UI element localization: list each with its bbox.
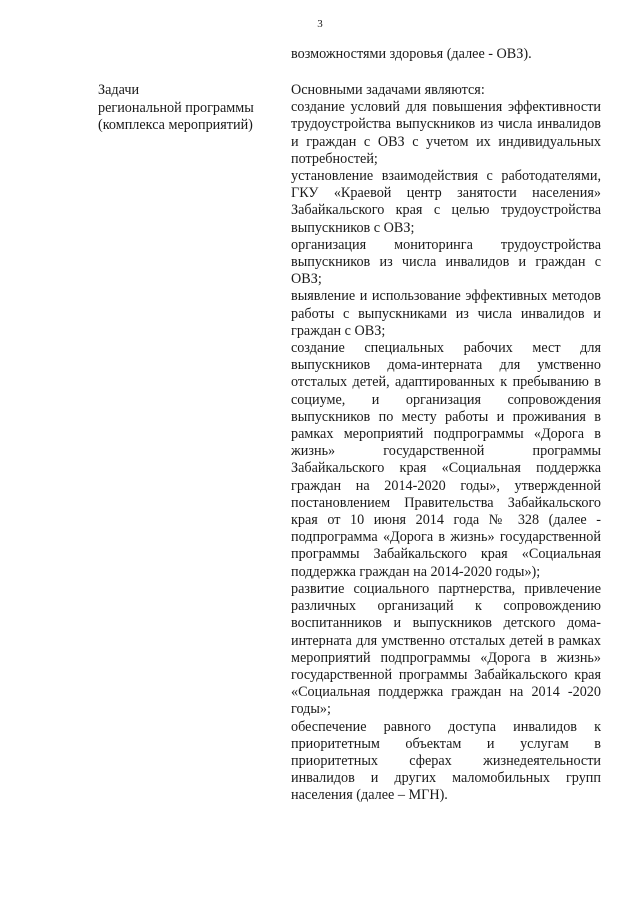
task-item: создание условий для повышения эффективности трудоустройства выпускников из числа инвалидов и граждан с ОВЗ с учетом их индивидуальных потребностей; <box>291 99 601 167</box>
continuation-text: возможностями здоровья (далее - ОВЗ). <box>291 46 532 62</box>
page-number: 3 <box>317 18 323 30</box>
task-item: установление взаимодействия с работодателями, ГКУ «Краевой центр занятости населения» Забайкальского края с целью трудоустройства выпускников с ОВЗ; <box>291 168 601 236</box>
tasks-column <box>291 82 601 805</box>
tasks-heading: Основными задачами являются: <box>291 82 485 98</box>
section-label <box>98 82 273 135</box>
task-item: организация мониторинга трудоустройства выпускников из числа инвалидов и граждан с ОВЗ; <box>291 236 601 288</box>
task-item: развитие социального партнерства, привлечение различных организаций к сопровождению воспитанников и выпускников детского дома-интерната для умственно отсталых детей в рамках мероприятий подпрограммы «Дорога в жизнь» государственной программы Забайкальского края «Социальная поддержка граждан на 2014 -2020 годы»; <box>291 580 601 718</box>
section-label-line: (комплекса мероприятий) <box>98 117 253 133</box>
section-label-line: Задачи <box>98 82 140 98</box>
task-item: создание специальных рабочих мест для выпускников дома-интерната для умственно отсталых детей, адаптированных к пребыванию в социуме, и организация сопровождения выпускников по месту работы и проживания в рамках мероприятий подпрограммы «Дорога в жизнь» государственной программы Забайкальского края «Социальная поддержка граждан на 2014-2020 годы», утвержденной постановлением Правительства Забайкальского края от 10 июня 2014 года № 328 (далее - подпрограмма «Дорога в жизнь» государственной программы Забайкальского края «Социальная поддержка граждан на 2014-2020 годы»); <box>291 340 601 580</box>
task-item: выявление и использование эффективных методов работы с выпускниками из числа инвалидов и граждан с ОВЗ; <box>291 288 601 339</box>
section-label-line: региональной программы <box>98 99 254 116</box>
task-item: обеспечение равного доступа инвалидов к приоритетным объектам и услугам в приоритетных сферах жизнедеятельности инвалидов и других маломобильных групп населения (далее – МГН). <box>291 718 601 804</box>
